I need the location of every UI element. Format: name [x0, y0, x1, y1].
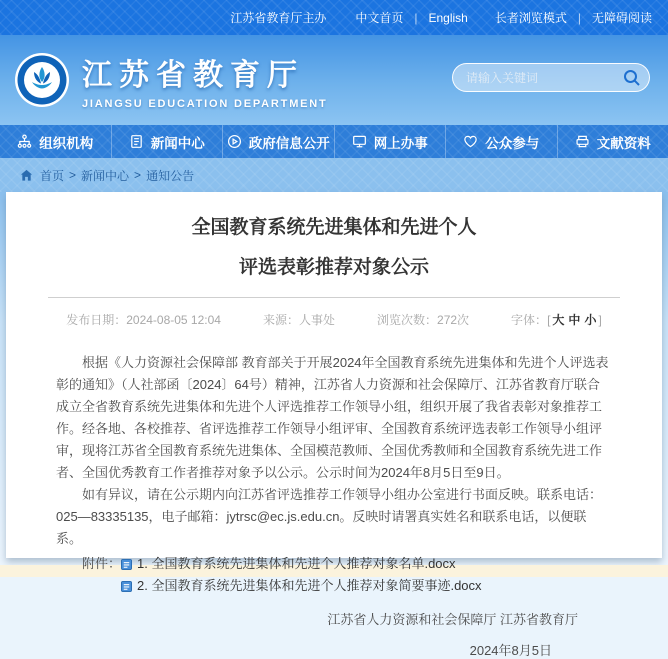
article-title-line1: 全国教育系统先进集体和先进个人: [56, 208, 612, 248]
signature-date: 2024年8月5日: [56, 640, 612, 659]
topbar-divider: |: [578, 11, 581, 25]
view-count: 浏览次数：272次: [377, 311, 469, 328]
title-divider: [48, 297, 620, 298]
nav-label: 网上办事: [374, 132, 428, 152]
online-service-icon: [352, 134, 367, 149]
breadcrumb-notices[interactable]: 通知公告: [146, 167, 194, 184]
gov-info-icon: [227, 134, 242, 149]
org-structure-icon: [17, 134, 32, 149]
attachments-label: 附件：: [56, 553, 121, 597]
attachment-link-1[interactable]: [121, 553, 482, 575]
breadcrumb-home[interactable]: 首页: [40, 167, 64, 184]
home-icon: [20, 169, 33, 182]
link-accessibility[interactable]: 无障碍阅读: [592, 9, 652, 26]
documents-icon: [575, 134, 590, 149]
news-icon: [129, 134, 144, 149]
site-host-label: 江苏省教育厅主办: [230, 9, 326, 26]
public-participation-icon: [463, 134, 478, 149]
signature-block: [56, 609, 612, 659]
source: 来源：人事处: [263, 311, 335, 328]
link-english[interactable]: English: [428, 11, 467, 25]
page-background: [0, 192, 668, 565]
nav-item-news[interactable]: [112, 125, 224, 158]
site-name-en: JIANGSU EDUCATION DEPARTMENT: [82, 98, 328, 110]
site-logo-icon: [14, 52, 70, 108]
font-size-control: 字体：[ 大 中 小 ]: [511, 311, 602, 328]
breadcrumb-separator: >: [69, 168, 76, 182]
paragraph: 根据《人力资源社会保障部 教育部关于开展2024年全国教育系统先进集体和先进个人评选表彰的通知》（人社部函〔2024〕64号）精神，江苏省人力资源和社会保障厅、江苏省教育厅联合成立全省教育系统先进集体和先进个人评选推荐工作领导小组，组织开展了我省表彰对象推荐工作。经各地、各校推荐、省评选推荐工作领导小组评审、全国教育系统评选表彰工作领导小组评审，现将江苏省全国教育系统先进集体、全国模范教师、全国优秀教师和全国教育系统先进工作者、全国优秀教育工作者推荐对象予以公示。公示时间为2024年8月5日至9日。: [56, 352, 612, 484]
nav-label: 政府信息公开: [249, 132, 330, 152]
search-box: [452, 63, 650, 92]
nav-item-organization[interactable]: [0, 125, 112, 158]
signature-organizations: 江苏省人力资源和社会保障厅 江苏省教育厅: [56, 609, 612, 628]
search-input[interactable]: [464, 70, 623, 86]
search-icon[interactable]: [623, 69, 641, 87]
link-chinese-home[interactable]: 中文首页: [355, 9, 403, 26]
site-header: [0, 35, 668, 125]
article-meta: [56, 311, 612, 328]
font-size-large-button[interactable]: 大: [550, 313, 566, 327]
article-body: [56, 352, 612, 550]
link-elder-mode[interactable]: 长者浏览模式: [495, 9, 567, 26]
nav-label: 新闻中心: [151, 132, 205, 152]
font-size-label: 字体：: [511, 313, 547, 327]
main-nav: [0, 125, 668, 158]
paragraph: 如有异议，请在公示期内向江苏省评选推荐工作领导小组办公室进行书面反映。联系电话：025—83335135，电子邮箱：jytrsc@ec.js.edu.cn。反映时请署真实姓名和联系电话，以便联系。: [56, 484, 612, 550]
font-size-medium-button[interactable]: 中: [566, 313, 582, 327]
article-card: [6, 192, 662, 558]
breadcrumb-news-center[interactable]: 新闻中心: [81, 167, 129, 184]
attachment-name: 2. 全国教育系统先进集体和先进个人推荐对象简要事迹.docx: [137, 575, 482, 597]
breadcrumb-separator: >: [134, 168, 141, 182]
nav-label: 组织机构: [39, 132, 93, 152]
publish-date: 发布日期：2024-08-05 12:04: [66, 311, 221, 328]
top-utility-bar: [0, 0, 668, 35]
font-size-small-button[interactable]: 小: [582, 313, 598, 327]
nav-item-gov-info[interactable]: [223, 125, 335, 158]
doc-attachment-icon: [121, 559, 132, 570]
breadcrumb: [0, 158, 668, 192]
article-title-line2: 评选表彰推荐对象公示: [56, 248, 612, 288]
topbar-divider: |: [414, 11, 417, 25]
attachment-name: 1. 全国教育系统先进集体和先进个人推荐对象名单.docx: [137, 553, 456, 575]
nav-item-online-services[interactable]: [335, 125, 447, 158]
site-name: 江苏省教育厅: [82, 50, 328, 94]
nav-item-public-participation[interactable]: [446, 125, 558, 158]
attachment-link-2[interactable]: [121, 575, 482, 597]
nav-label: 文献资料: [597, 132, 651, 152]
doc-attachment-icon: [121, 581, 132, 592]
nav-item-documents[interactable]: [558, 125, 668, 158]
nav-label: 公众参与: [485, 132, 539, 152]
